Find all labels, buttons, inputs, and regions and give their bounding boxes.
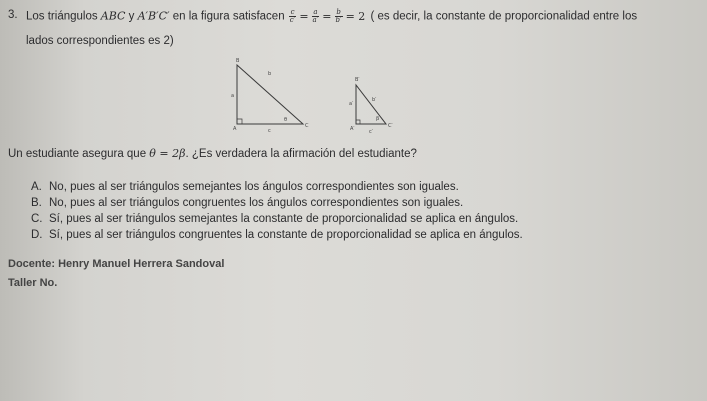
triangles-figure	[228, 55, 398, 140]
ratio-value: = 2	[345, 9, 366, 23]
fraction-b-numerator: b	[336, 8, 341, 16]
option-c-letter: C.	[31, 213, 43, 225]
fraction-a-numerator: a	[313, 8, 318, 16]
student-claim-math: θ = 2β	[149, 147, 186, 160]
vertex-a-prime-label: A′	[350, 126, 355, 132]
question-tail: ( es decir, la constante de proporcionalidad entre los	[367, 10, 638, 23]
right-angle-marker-small	[356, 120, 360, 124]
option-b-text: No, pues al ser triángulos congruentes los ángulos correspondientes son iguales.	[49, 197, 464, 209]
vertex-c-prime-label: C′	[388, 123, 393, 129]
question-statement-line2: lados correspondientes es 2)	[26, 35, 174, 47]
vertex-b-label: B	[236, 58, 240, 64]
question-statement	[26, 9, 637, 24]
triangle-abc: ABC	[100, 9, 126, 23]
triangle-abc-prime-shape	[356, 85, 386, 124]
fraction-c-numerator: c	[290, 8, 295, 16]
student-claim	[8, 147, 417, 160]
vertex-a-label: A	[233, 126, 237, 132]
side-a-prime-label: a′	[349, 101, 354, 107]
question-number: 3.	[8, 9, 18, 21]
option-c[interactable]	[31, 213, 518, 225]
side-b-label: b	[268, 71, 272, 77]
vertex-b-prime-label: B′	[355, 77, 360, 83]
equals-sign-2: =	[322, 9, 332, 23]
side-a-label: a	[231, 93, 235, 99]
option-b[interactable]	[31, 197, 463, 209]
right-angle-marker-big	[237, 119, 242, 124]
option-d-letter: D.	[31, 229, 43, 241]
option-c-text: Sí, pues al ser triángulos semejantes la constante de proporcionalidad se aplica en ángulos.	[49, 213, 519, 225]
student-claim-after: . ¿Es verdadera la afirmación del estudiante?	[185, 148, 417, 160]
equals-sign-1: =	[299, 9, 309, 23]
option-a-text: No, pues al ser triángulos semejantes los ángulos correspondientes son iguales.	[49, 181, 459, 193]
question-intro: Los triángulos	[26, 10, 101, 23]
option-d[interactable]	[31, 229, 523, 241]
fraction-c	[289, 9, 297, 24]
option-b-letter: B.	[31, 197, 42, 209]
fraction-c-denominator: c′	[289, 16, 296, 24]
side-c-prime-label: c′	[369, 129, 373, 135]
option-d-text: Sí, pues al ser triángulos congruentes la constante de proporcionalidad se aplica en ángulos.	[49, 229, 523, 241]
triangles-svg	[228, 55, 398, 140]
fraction-b	[335, 9, 343, 24]
option-a-letter: A.	[31, 181, 42, 193]
side-b-prime-label: b′	[372, 97, 377, 103]
fraction-b-denominator: b′	[335, 16, 342, 24]
student-claim-before: Un estudiante asegura que	[8, 148, 150, 160]
triangle-abc-prime: A′B′C′	[137, 9, 170, 23]
fraction-a-denominator: a′	[312, 16, 319, 24]
question-mid: en la figura satisfacen	[169, 10, 288, 23]
workshop-number: Taller No.	[8, 277, 58, 289]
angle-beta-label: β	[376, 116, 380, 122]
question-and: y	[125, 10, 138, 23]
fraction-a	[312, 9, 320, 24]
vertex-c-label: C	[305, 123, 309, 129]
teacher-name: Docente: Henry Manuel Herrera Sandoval	[8, 258, 225, 270]
option-a[interactable]	[31, 181, 459, 193]
side-c-label: c	[268, 128, 271, 134]
angle-theta-label: θ	[284, 117, 288, 123]
